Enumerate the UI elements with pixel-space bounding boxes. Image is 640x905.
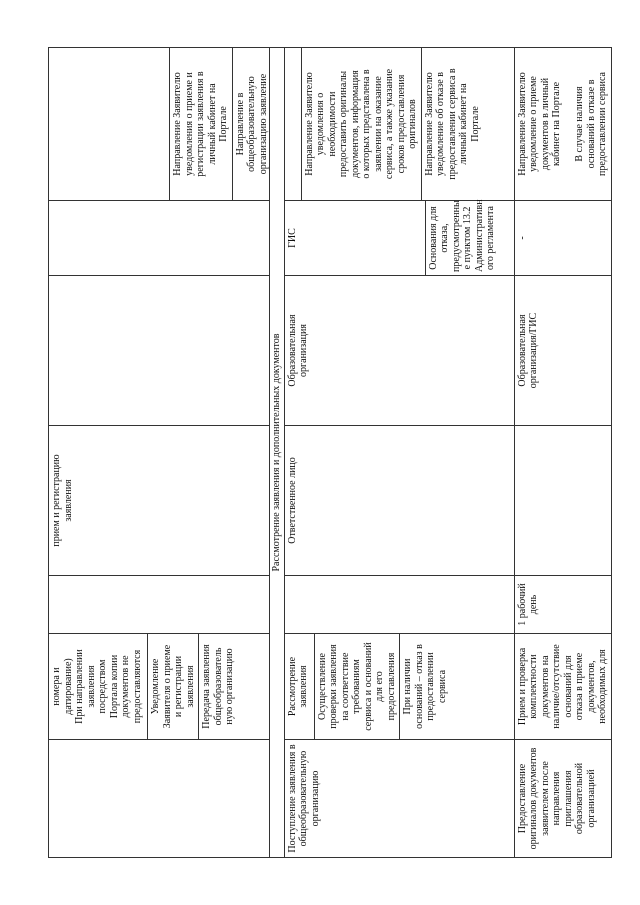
cell-place (284, 276, 514, 426)
responsible-text: Ответственное лицо (286, 457, 298, 544)
action-text: номера и датирование) При направлении заявления посредством Портала копии документов не предоставляются (51, 649, 143, 724)
cell-place (49, 276, 270, 426)
cell-responsible (284, 426, 514, 576)
place-text: Образовательная организация/ГИС (516, 312, 539, 389)
action-text: Осуществление проверки заявления на соответствие требованиям сервиса и оснований для его предоставления (314, 634, 398, 739)
result-text: Направление Заявителю уведомления о необходимости предоставить оригиналы документов, информация о которых представлена в заявлении на оказание сервиса, а также указание сроков предоставления оригиналов (301, 48, 419, 200)
action-text: Уведомление Заявителя о приеме и регистрации заявления (147, 634, 196, 739)
cell-criteria (284, 201, 514, 276)
cell-place (514, 276, 611, 426)
result-text: Направление Заявителю уведомление об отказе в предоставлении сервиса в личный кабинет на Портале (421, 48, 482, 200)
criteria-text: - (516, 236, 528, 240)
place-text: Образовательная организация (286, 314, 309, 387)
step-name-text: Предоставление оригиналов документов заявителем после направления приглашения образовательной организацией (516, 747, 597, 850)
step-name-text: Поступление заявления в общеобразовательную организацию (286, 744, 321, 853)
cell-result (49, 48, 270, 201)
result-text: Направление Заявителю уведомление о приеме документов в личный кабинет на Портале В случае наличия оснований в отказе в предоставлении сервиса (516, 72, 608, 177)
table-row-registration (49, 48, 270, 858)
table-row-originals (514, 48, 611, 858)
cell-action (514, 634, 611, 740)
action-text: Прием и проверка комплектности документов на наличие/отсутствие оснований для отказа в приеме документов, необходимых для (516, 644, 608, 729)
result-text: Направление Заявителю уведомления о приеме и регистрации заявления в личный кабинет на Портале (169, 48, 230, 200)
cell-step-name (284, 740, 514, 858)
cell-action (284, 634, 514, 740)
cell-criteria (514, 201, 611, 276)
table-row-review (284, 48, 514, 858)
cell-duration (284, 576, 514, 634)
rotated-table-wrapper (48, 48, 608, 858)
cell-step-name (514, 740, 611, 858)
result-text: Направление в общеобразовательную организацию заявление (232, 48, 270, 200)
criteria-text: Основания для отказа, предусмотренны е пунктом 13.2 Административн ого регламента (425, 201, 497, 275)
cell-criteria (49, 201, 270, 276)
cell-duration (49, 576, 270, 634)
cell-responsible (49, 426, 270, 576)
action-text: Передача заявления общеобразователь ную организацию (198, 634, 236, 739)
criteria-text: ГИС (286, 228, 298, 248)
cell-result (514, 48, 611, 201)
action-text: Рассмотрение заявления (286, 656, 309, 717)
cell-duration (514, 576, 611, 634)
cell-result (284, 48, 514, 201)
cell-step-name (49, 740, 270, 858)
regulation-table (48, 47, 612, 858)
section-title: Рассмотрение заявления и дополнительных документов (270, 48, 285, 858)
cell-action (49, 634, 270, 740)
section-header-row (270, 48, 285, 858)
responsible-text: прием и регистрацию заявления (51, 454, 74, 547)
duration-text: 1 рабочий день (516, 583, 539, 626)
cell-responsible (514, 426, 611, 576)
action-text: При наличии оснований – отказ в предоставлении сервиса (399, 634, 448, 739)
